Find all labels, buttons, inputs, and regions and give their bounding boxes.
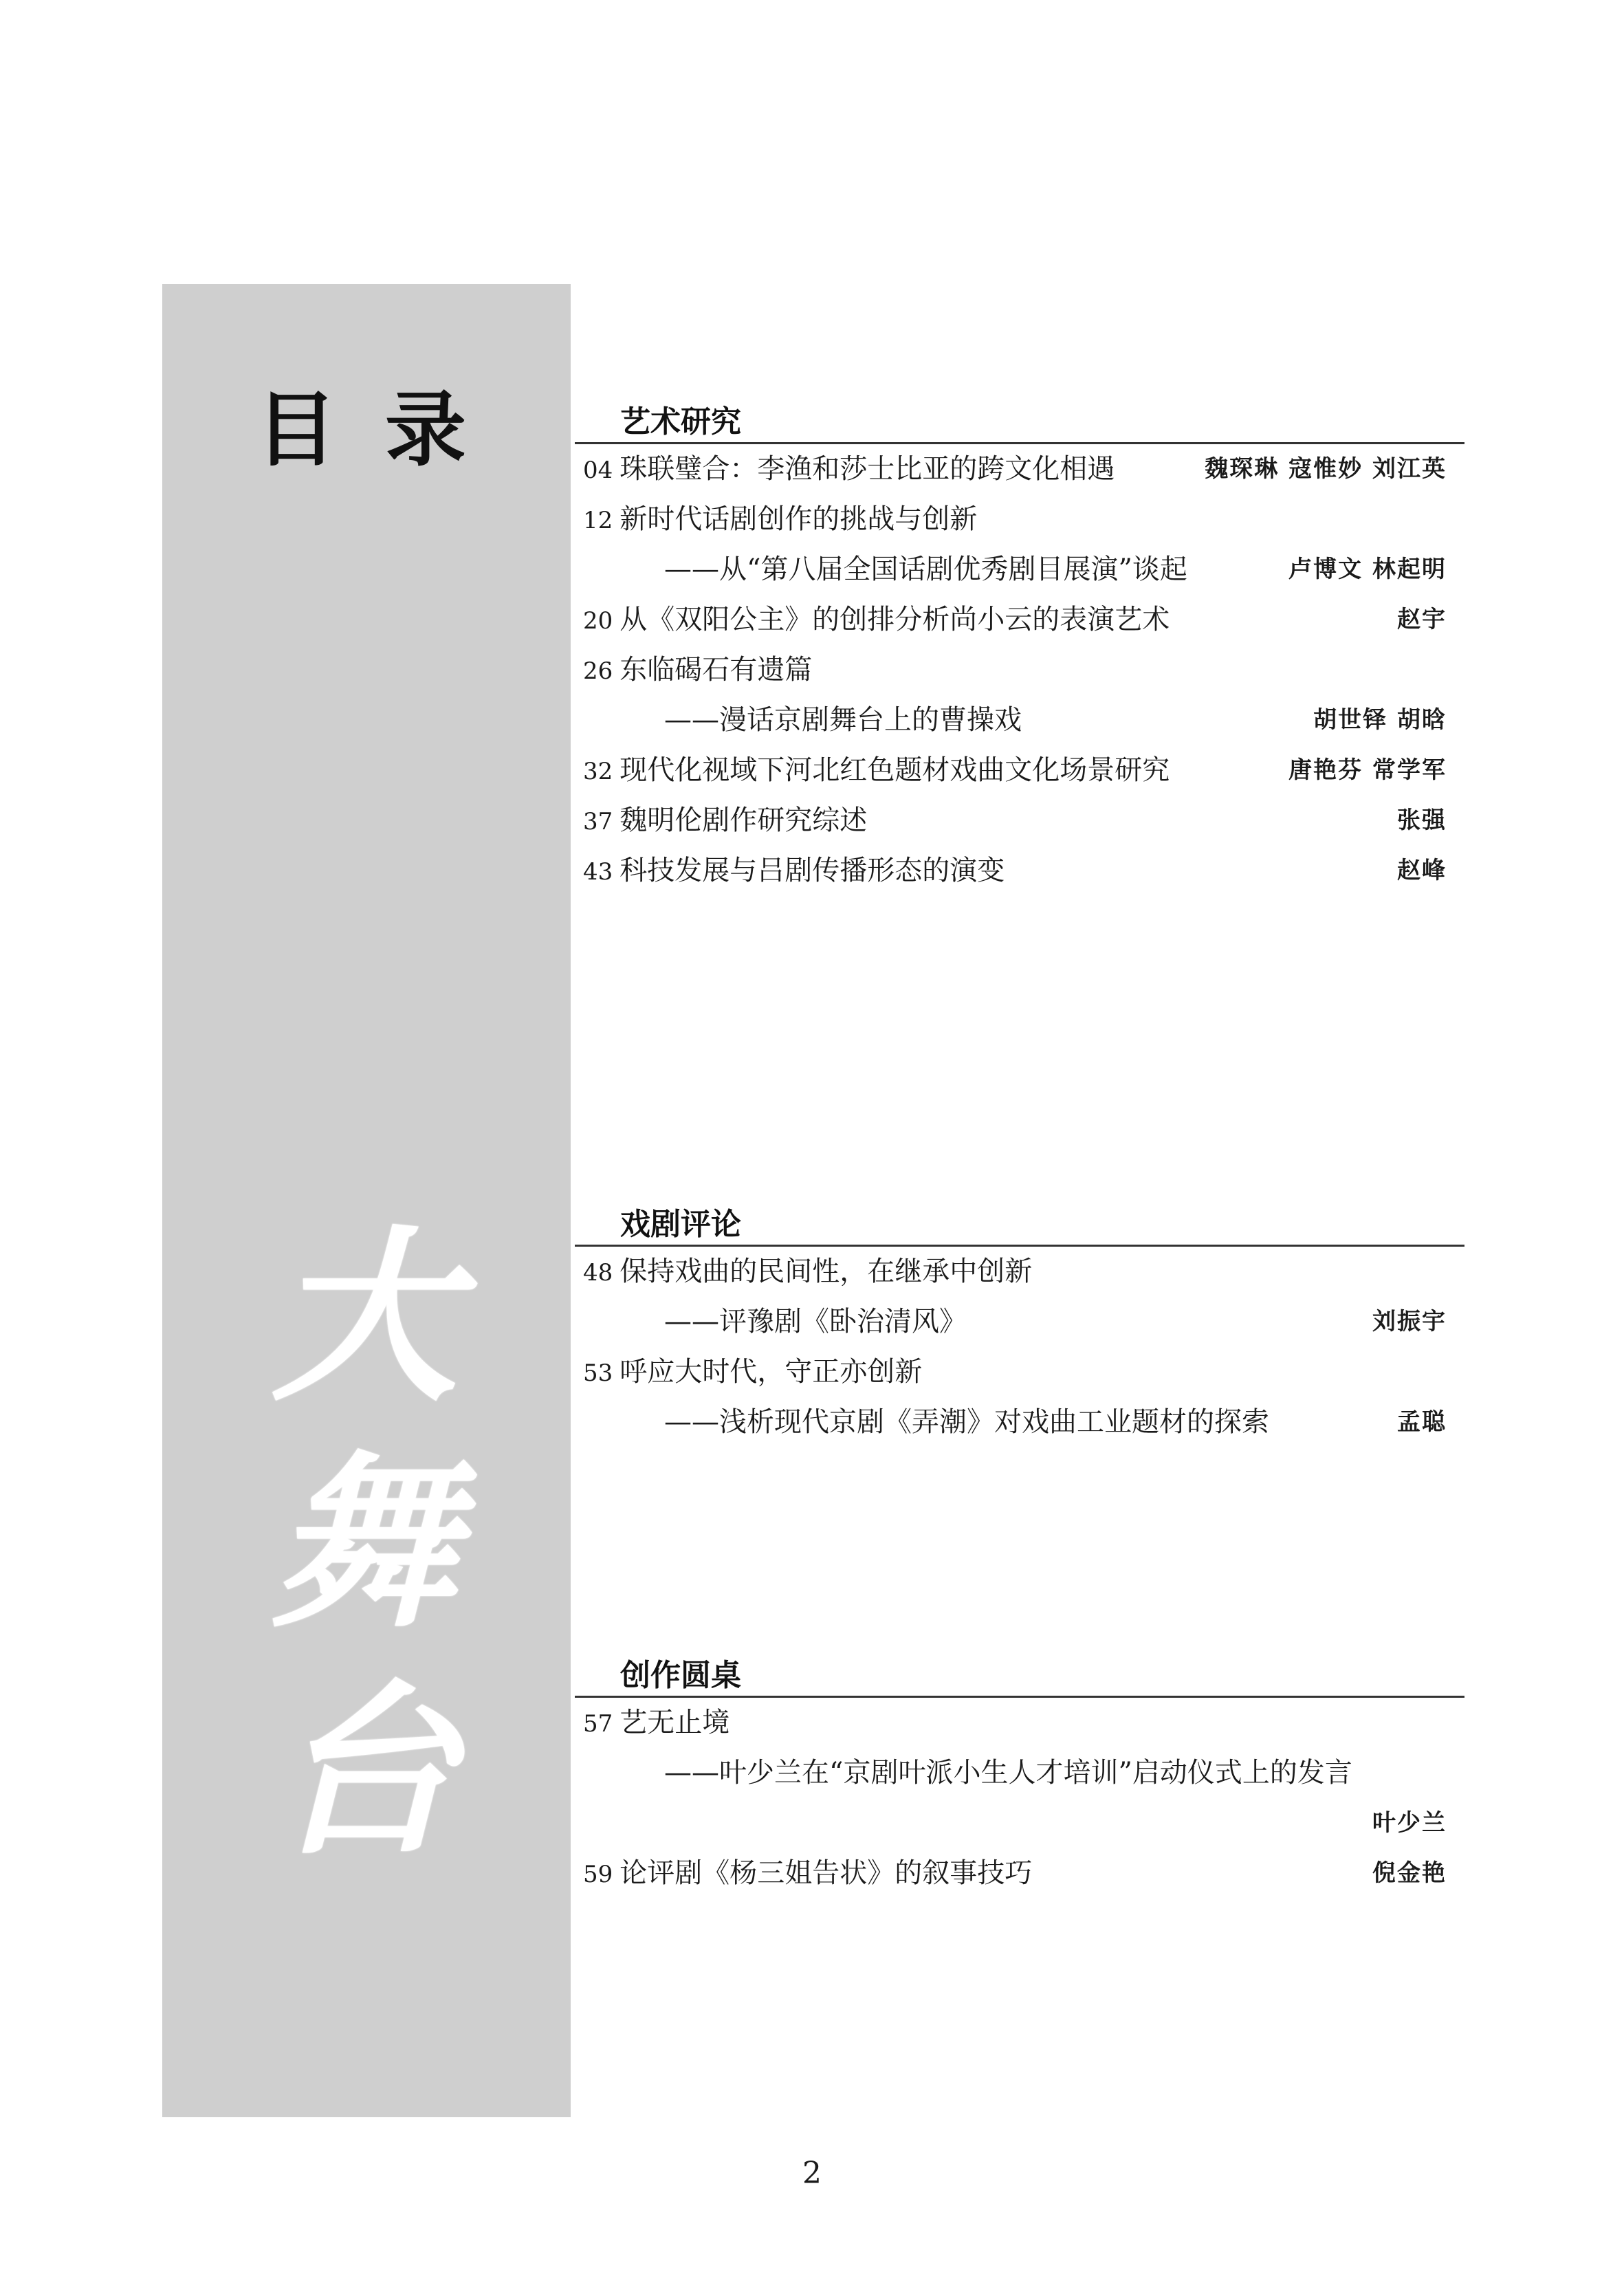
entry-page: 43 [583,858,613,886]
toc-entry[interactable] [575,745,1464,796]
entry-title [583,1848,1032,1900]
entry-author: 刘振宇 [1372,1308,1447,1335]
section-heading: 创作圆桌 [620,1658,741,1693]
entry-author: 赵峰 [1397,857,1447,884]
toc-entry[interactable] [575,1397,1464,1447]
brand-char: 大 [272,1207,457,1426]
entry-author: 倪金艳 [1372,1859,1447,1887]
entry-title-text: 呼应大时代，守正亦创新 [619,1356,923,1388]
toc-entry[interactable] [575,1247,1464,1297]
section-art-research [575,404,1464,896]
entry-title [664,1748,1352,1798]
entry-title [664,1297,967,1347]
entry-page: 57 [583,1710,613,1738]
section-heading: 艺术研究 [620,404,741,439]
toc-entry[interactable] [575,796,1464,846]
entry-title-text: ——叶少兰在“京剧叶派小生人才培训”启动仪式上的发言 [664,1757,1352,1789]
entry-author: 张强 [1397,807,1447,834]
toc-entry[interactable] [575,545,1464,595]
entry-title [583,494,977,546]
entry-author: 赵宇 [1397,606,1447,633]
entry-page: 12 [583,507,613,534]
entry-author: 唐艳芬 常学军 [1288,756,1447,784]
entry-title [583,846,1005,897]
entry-title [664,545,1187,595]
entry-title-text: 珠联璧合：李渔和莎士比亚的跨文化相遇 [619,453,1115,485]
entry-title [664,695,1022,745]
entry-title-text: 科技发展与吕剧传播形态的演变 [619,855,1005,886]
entry-page: 48 [583,1259,613,1287]
entry-author: 胡世铎 胡晗 [1313,706,1447,734]
toc-title: 目录 [256,382,515,477]
entry-title-text: ——漫话京剧舞台上的曹操戏 [664,704,1022,736]
toc-entry[interactable] [575,846,1464,896]
entry-title-text: 从《双阳公主》的创排分析尚小云的表演艺术 [619,604,1170,635]
section-drama-review [575,1206,1464,1447]
toc-entry[interactable] [575,1698,1464,1748]
entry-title [583,1347,922,1399]
entry-title [664,1397,1269,1447]
entry-title [583,745,1170,797]
toc-entry[interactable] [575,494,1464,545]
entry-author: 叶少兰 [1372,1809,1447,1837]
entry-page: 26 [583,657,613,685]
entry-title-text: 论评剧《杨三姐告状》的叙事技巧 [619,1857,1033,1889]
brand-char: 台 [272,1661,457,1880]
entry-title-text: 新时代话剧创作的挑战与创新 [619,503,978,535]
entry-author: 孟聪 [1397,1408,1447,1436]
toc-entry[interactable] [575,444,1464,494]
entry-author: 魏琛琳 寇惟妙 刘江英 [1205,455,1447,483]
entry-title-text: 东临碣石有遗篇 [619,654,813,686]
brand-calligraphy [268,1203,461,1884]
page-number: 2 [802,2156,822,2191]
entry-page: 32 [583,758,613,785]
entry-title-text: 魏明伦剧作研究综述 [619,805,868,836]
entry-page: 53 [583,1359,613,1387]
toc-entries [575,1698,1464,1899]
toc-entry[interactable] [575,595,1464,645]
entry-title-text: ——浅析现代京剧《弄潮》对戏曲工业题材的探索 [664,1406,1269,1438]
entry-author: 卢博文 林起明 [1288,556,1447,583]
toc-entry[interactable] [575,645,1464,695]
entry-title-text: ——评豫剧《卧治清风》 [664,1306,967,1337]
brand-char: 舞 [272,1434,457,1653]
toc-entry[interactable] [575,1848,1464,1899]
toc-entry[interactable] [575,1297,1464,1347]
toc-entry[interactable] [575,1748,1464,1798]
toc-entries [575,1247,1464,1447]
section-creative-roundtable [575,1657,1464,1899]
entry-title [583,1247,1032,1298]
entry-page: 04 [583,457,613,484]
entry-title-text: 现代化视域下河北红色题材戏曲文化场景研究 [619,754,1170,786]
entry-page: 37 [583,808,613,835]
toc-entry[interactable] [575,1798,1464,1848]
entry-title [583,645,812,697]
entry-title [583,796,867,847]
entry-title [583,444,1115,496]
toc-entry[interactable] [575,695,1464,745]
entry-title-text: ——从“第八届全国话剧优秀剧目展演”谈起 [664,554,1187,585]
toc-entries [575,444,1464,896]
section-heading: 戏剧评论 [620,1207,741,1242]
entry-title-text: 艺无止境 [619,1707,730,1738]
entry-title [583,1698,729,1749]
entry-title-text: 保持戏曲的民间性，在继承中创新 [619,1256,1033,1287]
toc-entry[interactable] [575,1347,1464,1397]
entry-title [583,595,1170,646]
entry-page: 20 [583,607,613,635]
entry-page: 59 [583,1861,613,1888]
